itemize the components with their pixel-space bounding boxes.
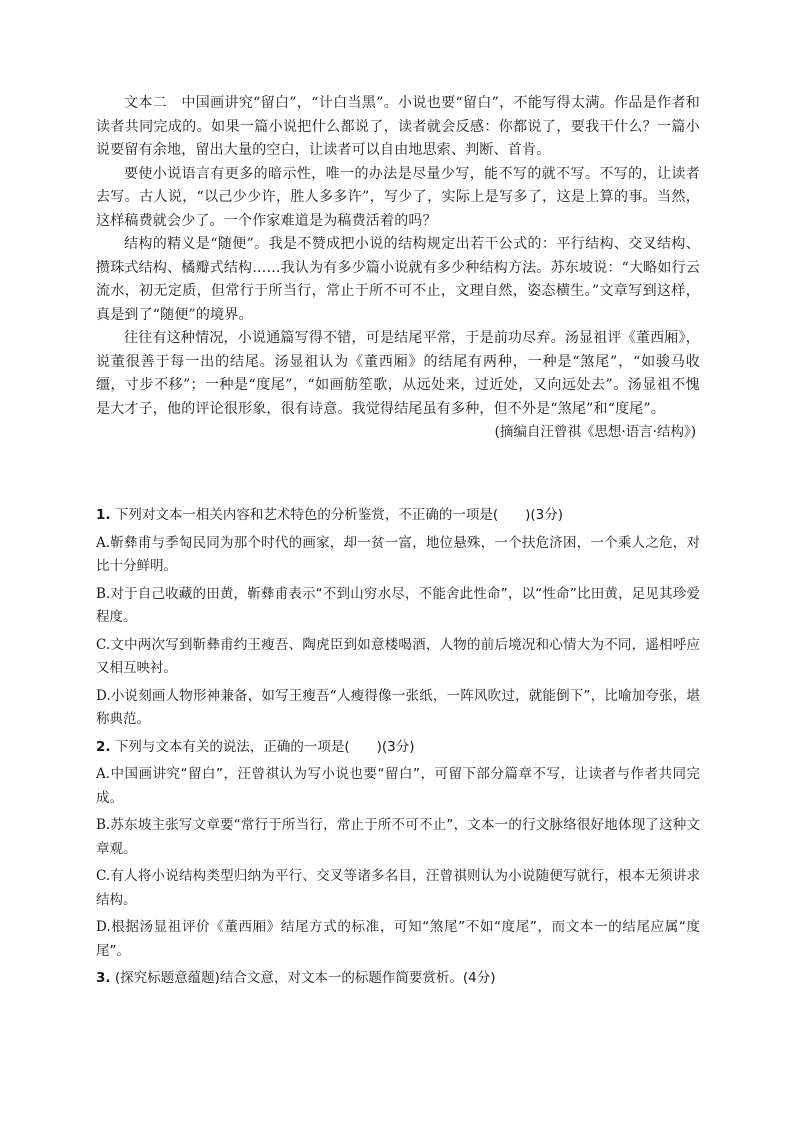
option-letter: B.	[96, 585, 111, 602]
option-letter: C.	[96, 636, 111, 653]
question-3-stem	[96, 967, 700, 991]
question-1-option-b	[96, 583, 700, 630]
passage-source: (摘编自汪曾祺《思想·语言·结构》)	[494, 424, 696, 440]
passage-text-two	[96, 92, 700, 445]
question-1-option-a	[96, 532, 700, 579]
option-text: 根据汤显祖评价《董西厢》结尾方式的标准，可知“煞尾”不如“度尾”，而文本一的结尾应属“度尾”。	[96, 919, 700, 959]
passage-paragraph: 结构的精义是“随便”。我是不赞成把小说的结构规定出若干公式的：平行结构、交叉结构、攒珠式结构、橘瓣式结构……我认为有多少篇小说就有多少种结构方法。苏东坡说：“大略如行云流水，初无定质，但常行于所当行，常止于所不可不止，文理自然，姿态横生。”文章写到这样，真是到了“随便”的境界。	[96, 236, 700, 323]
option-letter: D.	[96, 919, 111, 935]
option-letter: A.	[96, 534, 111, 551]
questions-section	[96, 504, 700, 995]
option-letter: D.	[96, 687, 111, 704]
question-number: 3.	[96, 970, 111, 986]
option-text: 对于自己收藏的田黄，靳彝甫表示“不到山穷水尽，不能舍此性命”，以“性命”比田黄，足见其珍爱程度。	[96, 585, 700, 625]
option-letter: C.	[96, 868, 111, 884]
option-text: 苏东坡主张写文章要“常行于所当行，常止于所不可不止”，文本一的行文脉络很好地体现了这种文章观。	[96, 817, 700, 857]
option-text: 中国画讲究“留白”，汪曾祺认为写小说也要“留白”，可留下部分篇章不写，让读者与作者共同完成。	[96, 766, 700, 806]
question-1-option-d	[96, 685, 700, 732]
passage-paragraph: 要使小说语言有更多的暗示性，唯一的办法是尽量少写，能不写的就不写。不写的，让读者去写。古人说，“以己少少许，胜人多多许”，写少了，实际上是写多了，这是上算的事。当然，这样稿费就会少了。一个作家难道是为稿费活着的吗？	[96, 165, 700, 229]
question-1-option-c	[96, 634, 700, 681]
question-number: 1.	[96, 507, 111, 523]
option-text: 小说刻画人物形神兼备，如写王瘦吾“人瘦得像一张纸，一阵风吹过，就能倒下”，比喻加夸张，堪称典范。	[96, 687, 700, 727]
passage-paragraph: 往往有这种情况，小说通篇写得不错，可是结尾平常，于是前功尽弃。汤显祖评《董西厢》，说董很善于每一出的结尾。汤显祖认为《董西厢》的结尾有两种，一种是“煞尾”，“如骏马收缰，寸步不移”；一种是“度尾”，“如画舫笙歌，从远处来，过近处，又向远处去”。汤显祖不愧是大才子，他的评论很形象，很有诗意。我觉得结尾虽有多种，但不外是“煞尾”和“度尾”。	[96, 330, 700, 417]
question-text: (探究标题意蕴题)结合文意，对文本一的标题作简要赏析。(4分)	[114, 970, 496, 986]
question-text: 下列对文本一相关内容和艺术特色的分析鉴赏，不正确的一项是( )(3分)	[114, 507, 563, 523]
option-text: 文中两次写到靳彝甫约王瘦吾、陶虎臣到如意楼喝酒，人物的前后境况和心情大为不同，遥相呼应又相互映衬。	[96, 636, 700, 676]
question-text: 下列与文本有关的说法，正确的一项是( )(3分)	[114, 738, 415, 755]
option-letter: A.	[96, 766, 111, 782]
question-1-stem	[96, 504, 700, 528]
question-2-option-a	[96, 763, 700, 810]
question-number: 2.	[96, 738, 111, 755]
question-2-option-d	[96, 916, 700, 963]
question-2-option-c	[96, 865, 700, 912]
question-2-stem	[96, 736, 700, 760]
option-text: 靳彝甫与季匋民同为那个时代的画家，却一贫一富，地位悬殊，一个扶危济困，一个乘人之危，对比十分鲜明。	[96, 534, 700, 574]
option-text: 有人将小说结构类型归纳为平行、交叉等诸多名目，汪曾祺则认为小说随便写就行，根本无须讲求结构。	[96, 868, 700, 908]
passage-paragraph: 文本二 中国画讲究“留白”，“计白当黑”。小说也要“留白”，不能写得太满。作品是作者和读者共同完成的。如果一篇小说把什么都说了，读者就会反感：你都说了，要我干什么？一篇小说要留有余地，留出大量的空白，让读者可以自由地思索、判断、首肯。	[96, 95, 700, 158]
option-letter: B.	[96, 817, 111, 833]
question-2-option-b	[96, 814, 700, 861]
